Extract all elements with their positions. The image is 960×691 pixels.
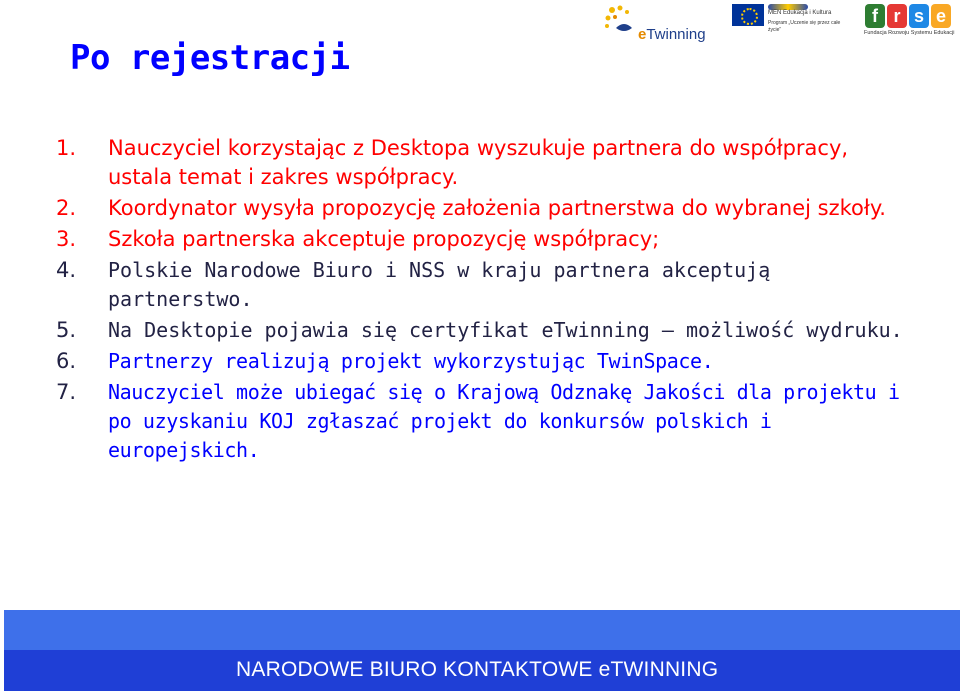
etwinning-rest: Twinning	[646, 26, 706, 43]
footer-label: NARODOWE BIURO KONTAKTOWE eTWINNING	[236, 658, 719, 681]
list-item	[56, 134, 916, 192]
etwinning-stars-icon	[602, 4, 642, 44]
step-number: 5.	[56, 318, 77, 342]
step-text: Na Desktopie pojawia się certyfikat eTwinning – możliwość wydruku.	[108, 318, 903, 342]
eu-program-subtitle: Program „Uczenie się przez całe życie”	[768, 20, 841, 33]
step-number: 7.	[56, 380, 77, 404]
list-item	[56, 316, 916, 345]
steps-list	[56, 134, 916, 467]
list-item	[56, 347, 916, 376]
step-text: Polskie Narodowe Biuro i NSS w kraju partnera akceptują partnerstwo.	[108, 258, 771, 311]
frse-letter: f	[865, 4, 885, 28]
footer-bar	[4, 650, 960, 691]
logo-strip	[602, 4, 955, 48]
eu-program-text	[768, 4, 844, 34]
slide-title: Po rejestracji	[70, 38, 350, 78]
etwinning-logo	[602, 4, 712, 46]
frse-subtitle: Fundacja Rozwoju Systemu Edukacji	[864, 30, 955, 36]
list-item	[56, 194, 916, 223]
step-number: 1.	[56, 136, 77, 160]
step-text: Szkoła partnerska akceptuje propozycję współpracy;	[108, 227, 660, 251]
step-text: Nauczyciel może ubiegać się o Krajową Odznakę Jakości dla projektu i po uzyskaniu KOJ zgłaszać projekt do konkursów polskich i europejskich.	[108, 380, 900, 462]
list-item	[56, 378, 916, 465]
step-number: 2.	[56, 196, 77, 220]
eu-program-title: MEN Edukacja i Kultura	[768, 10, 832, 16]
step-text: Partnerzy realizują projekt wykorzystując TwinSpace.	[108, 349, 714, 373]
step-number: 6.	[56, 349, 77, 373]
frse-letter-blocks	[864, 4, 952, 28]
list-item	[56, 225, 916, 254]
step-text: Koordynator wysyła propozycję założenia partnerstwa do wybranej szkoły.	[108, 196, 886, 220]
etwinning-e: e	[638, 26, 647, 43]
step-text: Nauczyciel korzystając z Desktopa wyszukuje partnera do współpracy, ustala temat i zakres współpracy.	[108, 136, 849, 189]
frse-letter: e	[931, 4, 951, 28]
etwinning-wordmark	[638, 26, 706, 43]
step-number: 3.	[56, 227, 77, 251]
frse-letter: s	[909, 4, 929, 28]
eu-flag-icon	[732, 4, 764, 26]
frse-logo	[864, 4, 955, 36]
frse-letter: r	[887, 4, 907, 28]
list-item	[56, 256, 916, 314]
step-number: 4.	[56, 258, 77, 282]
footer-accent-band	[4, 610, 960, 650]
eu-program-logo	[732, 4, 844, 34]
